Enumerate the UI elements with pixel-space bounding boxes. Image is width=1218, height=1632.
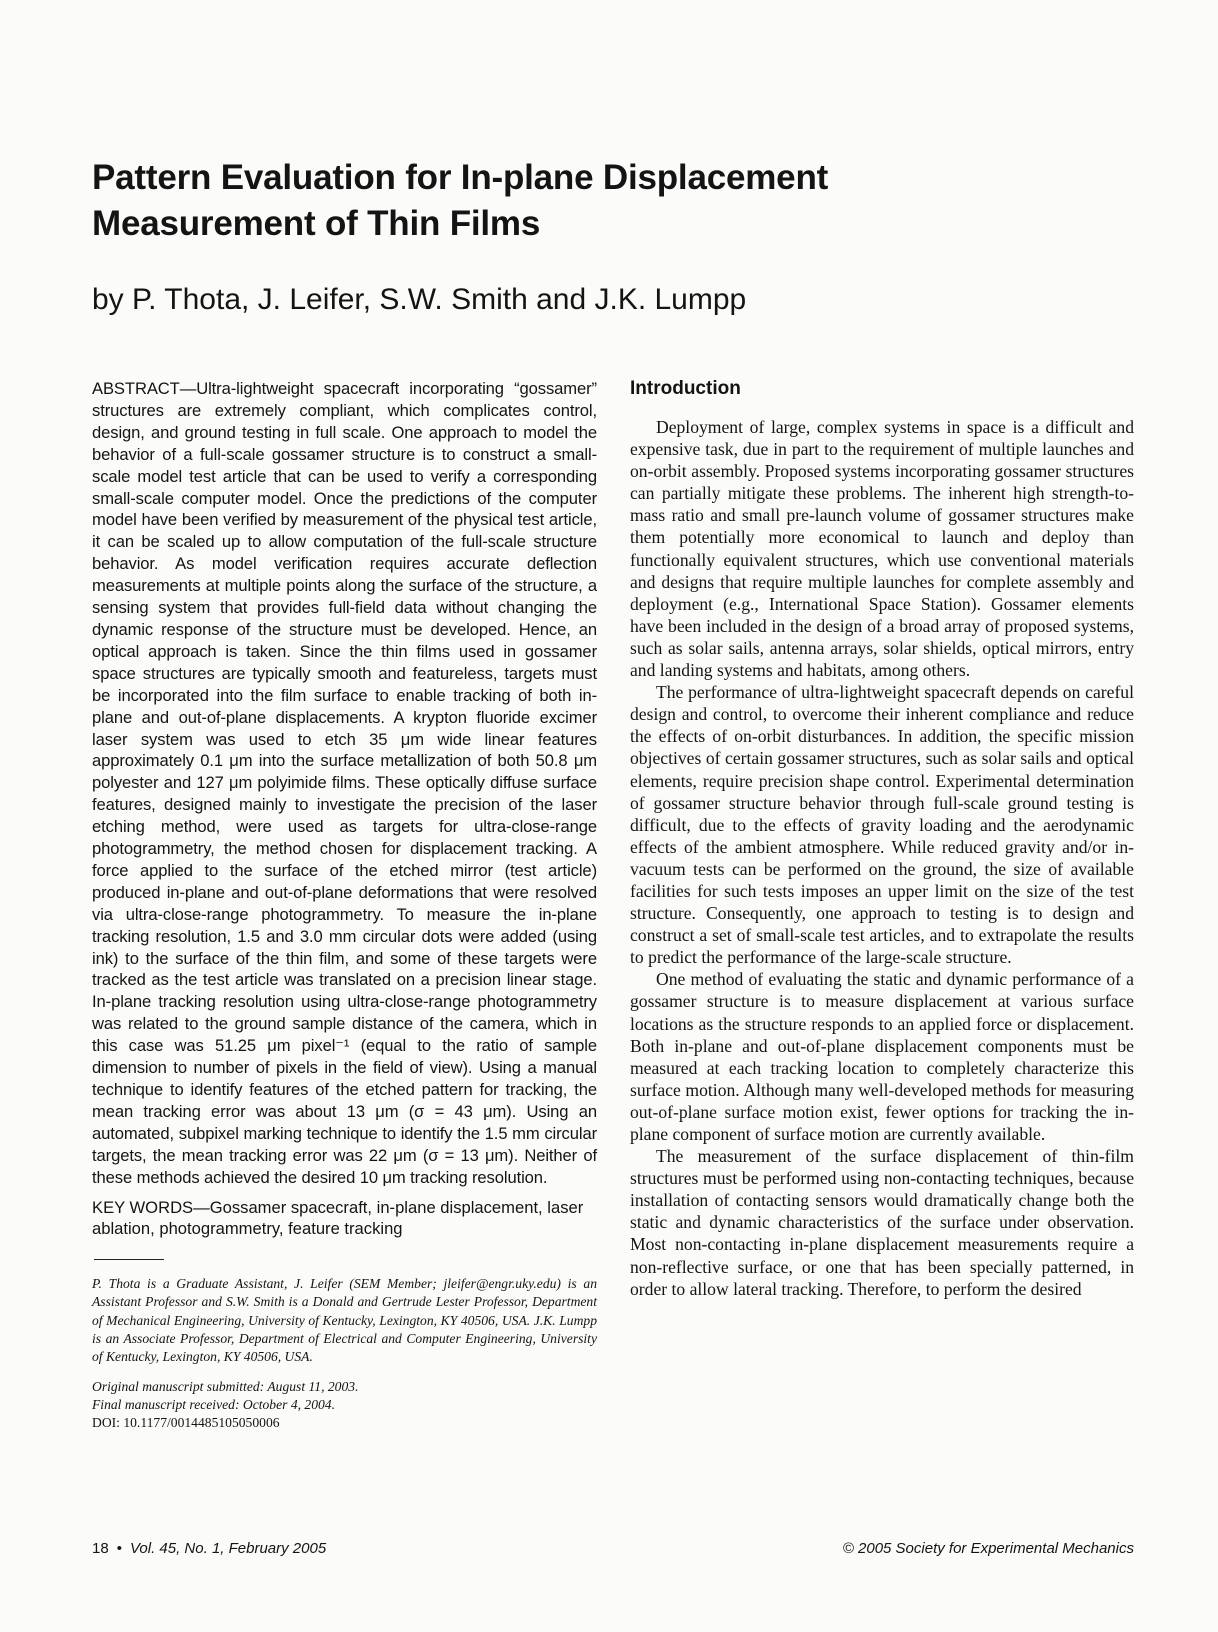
author-affiliations-footnote: P. Thota is a Graduate Assistant, J. Leifer (SEM Member; jleifer@engr.uky.edu) is an Assistant Professor and S.W. Smith is a Donald and Gertrude Lester Professor, Department of Mechanical Engineering, University of Kentucky, Lexington, KY 40506, USA. J.K. Lumpp is an Associate Professor, Department of Electrical and Computer Engineering, University of Kentucky, Lexington, KY 40506, USA. xyxy=(92,1276,597,1364)
manuscript-history xyxy=(92,1378,597,1432)
introduction-body xyxy=(630,416,1134,1300)
introduction-paragraph-1: Deployment of large, complex systems in space is a difficult and expensive task, due in part to the requirement of multiple launches and on-orbit assembly. Proposed systems incorporating gossamer structures can partially mitigate these problems. The inherent high strength-to-mass ratio and small pre-launch volume of gossamer structures make them potentially more economical to launch and deploy than functionally equivalent structures, which use conventional materials and designs that require multiple launches for complete assembly and deployment (e.g., International Space Station). Gossamer elements have been included in the design of a broad array of proposed systems, such as solar sails, antenna arrays, solar shields, optical mirrors, entry and landing systems and habitats, among others. xyxy=(630,417,1134,681)
abstract-text: ABSTRACT—Ultra-lightweight spacecraft incorporating “gossamer” structures are extremely compliant, which complicates control, design, and ground testing in full scale. One approach to model the behavior of a full-scale gossamer structure is to construct a small-scale model test article that can be used to verify a corresponding small-scale computer model. Once the predictions of the computer model have been verified by measurement of the physical test article, it can be scaled up to allow computation of the full-scale structure behavior. As model verification requires accurate deflection measurements at multiple points along the surface of the structure, a sensing system that provides full-field data without changing the dynamic response of the structure must be developed. Hence, an optical approach is taken. Since the thin films used in gossamer space structures are typically smooth and featureless, targets must be incorporated into the film surface to enable tracking of both in-plane and out-of-plane displacements. A krypton fluoride excimer laser system was used to etch 35 μm wide linear features approximately 0.1 μm into the surface metallization of both 50.8 μm polyester and 127 μm polyimide films. These optically diffuse surface features, designed mainly to investigate the precision of the laser etching method, were used as targets for ultra-close-range photogrammetry, the method chosen for displacement tracking. A force applied to the surface of the etched mirror (test article) produced in-plane and out-of-plane deformations that were resolved via ultra-close-range photogrammetry. To measure the in-plane tracking resolution, 1.5 and 3.0 mm circular dots were added (using ink) to the surface of the thin film, and some of these targets were tracked as the test article was translated on a precision linear stage. In-plane tracking resolution using ultra-close-range photogrammetry was related to the ground sample distance of the camera, which in this case was 51.25 μm pixel⁻¹ (equal to the ratio of sample dimension to number of pixels in the field of view). Using a manual technique to identify features of the etched pattern for tracking, the mean tracking error was about 13 μm (σ = 43 μm). Using an automated, subpixel marking technique to identify the 1.5 mm circular targets, the mean tracking error was 22 μm (σ = 13 μm). Neither of these methods achieved the desired 10 μm tracking resolution. xyxy=(92,379,597,1187)
manuscript-submitted-date: Original manuscript submitted: August 11, 2003. xyxy=(92,1378,359,1394)
author-byline: by P. Thota, J. Leifer, S.W. Smith and J.K. Lumpp xyxy=(92,283,747,316)
paper-title xyxy=(92,155,972,247)
paper-title-line-2: Measurement of Thin Films xyxy=(92,204,541,243)
introduction-paragraph-4: The measurement of the surface displacement of thin-film structures must be performed using non-contacting techniques, because installation of contacting sensors would dramatically change both the static and dynamic characteristics of the surface under observation. Most non-contacting in-plane displacement measurements require a non-reflective surface, or one that has been specially patterned, in order to allow lateral tracking. Therefore, to perform the desired xyxy=(630,1146,1134,1299)
introduction-paragraph-3: One method of evaluating the static and dynamic performance of a gossamer structure is to measure displacement at various surface locations as the structure responds to an applied force or displacement. Both in-plane and out-of-plane displacement components must be measured at each tracking location to completely characterize this surface motion. Although many well-developed methods for measuring out-of-plane surface motion exist, fewer options for tracking the in-plane component of surface motion are currently available. xyxy=(630,969,1134,1144)
right-column xyxy=(630,378,1134,1300)
page-footer-left xyxy=(92,1540,326,1558)
manuscript-received-date: Final manuscript received: October 4, 2004. xyxy=(92,1396,335,1412)
paper-title-line-1: Pattern Evaluation for In-plane Displacement xyxy=(92,158,829,197)
copyright-notice: © 2005 Society for Experimental Mechanics xyxy=(842,1540,1134,1557)
introduction-paragraph-2: The performance of ultra-lightweight spacecraft depends on careful design and control, to overcome their inherent compliance and reduce the effects of on-orbit disturbances. In addition, the specific mission objectives of certain gossamer structures, such as solar sails and optical elements, require precision shape control. Experimental determination of gossamer structure behavior through full-scale ground testing is difficult, due to the effects of gravity loading and the aerodynamic effects of the ambient atmosphere. While reduced gravity and/or in-vacuum tests can be performed on the ground, the size of available facilities for such tests imposes an upper limit on the size of the test structure. Consequently, one approach to testing is to design and construct a set of small-scale test articles, and to extrapolate the results to predict the performance of the large-scale structure. xyxy=(630,682,1134,968)
doi-text: DOI: 10.1177/0014485105050006 xyxy=(92,1415,280,1430)
page-number: 18 xyxy=(92,1540,109,1557)
keywords-text: KEY WORDS—Gossamer spacecraft, in-plane displacement, laser ablation, photogrammetry, feature tracking xyxy=(92,1197,584,1239)
introduction-heading: Introduction xyxy=(630,378,741,399)
left-column xyxy=(92,378,597,1432)
journal-issue: Vol. 45, No. 1, February 2005 xyxy=(129,1540,327,1557)
bullet-icon: • xyxy=(116,1540,122,1557)
footnote-divider xyxy=(94,1259,164,1260)
